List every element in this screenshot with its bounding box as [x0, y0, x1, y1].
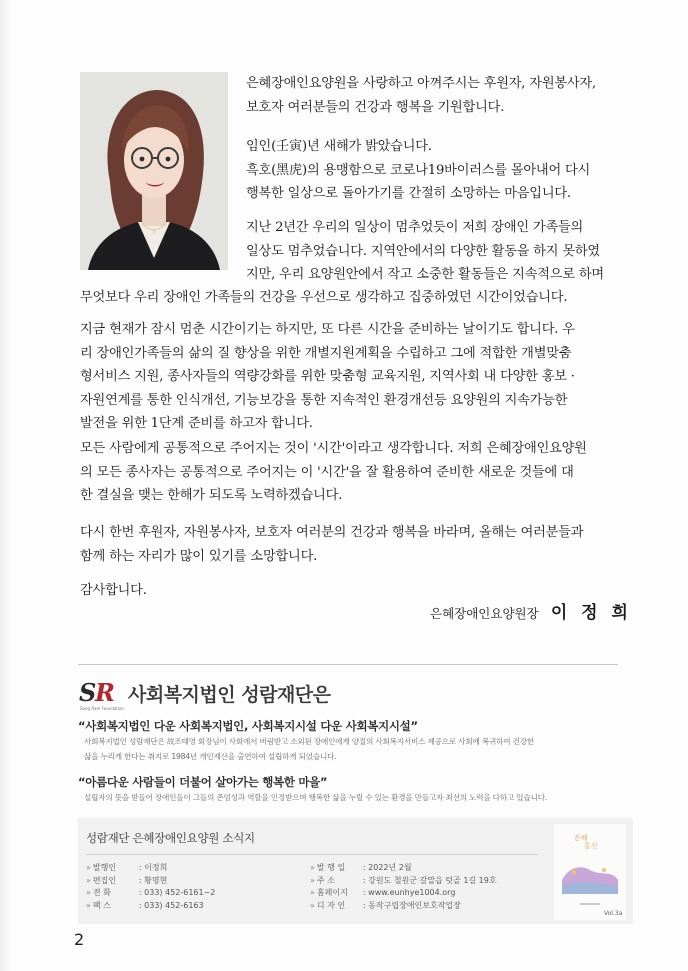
svg-text:S: S [79, 678, 97, 707]
signature-title: 은혜장애인요양원장 [430, 606, 539, 621]
director-portrait-photo [80, 72, 228, 270]
page-edge-shadow [0, 0, 10, 971]
letter-line: 보호자 여러분들의 건강과 행복을 기원합니다. [246, 99, 505, 115]
letter-line: 리 장애인가족들의 삶의 질 향상을 위한 개별지원계획을 수립하고 그에 적합한 개별맞춤 [80, 345, 572, 361]
newsletter-info-right [310, 862, 497, 912]
page-number: 2 [74, 930, 85, 949]
foundation-slogan-1: “사회복지법인 다운 사회복지법인, 사회복지시설 다운 사회복지시설” [78, 719, 418, 733]
letter-paragraph-thanks [80, 579, 147, 603]
portrait-illustration [80, 72, 228, 270]
foundation-logo-subtitle: Song Ram Foundation [80, 706, 124, 711]
letter-paragraph-plans [80, 318, 575, 436]
info-row-editor: » 편집인 : 황명현 [86, 875, 168, 885]
foundation-logo-icon [78, 678, 120, 708]
letter-line: 흑호(黑虎)의 용맹함으로 코로나19바이러스를 몰아내어 다시 [246, 162, 591, 178]
letter-line: 일상도 멈추었습니다. 지역안에서의 다양한 활동을 하지 못하였 [246, 243, 600, 259]
letter-line: 감사합니다. [80, 583, 147, 598]
letter-line: 임인(壬寅)년 새해가 밝았습니다. [246, 139, 432, 154]
newsletter-cover-thumbnail [554, 824, 626, 920]
info-row-publisher: » 발행인 : 이정희 [86, 863, 168, 872]
description-line: 설립자의 뜻을 받들어 장애인들이 그들의 존엄성과 역할을 인정받으며 행복한 삶을 누릴 수 있는 환경을 만들고자 최선의 노력을 다하고 있습니다. [84, 793, 548, 802]
info-row-address: » 주 소 : 강원도 철원군 갈말읍 텃골 1길 19호 [310, 875, 497, 885]
letter-line: 의 모든 종사자는 공통적으로 주어지는 이 '시간'을 잘 활용하여 준비한 새로운 것들에 대 [80, 464, 574, 480]
bullet-icon: » [86, 863, 91, 872]
signature [430, 598, 630, 623]
foundation-description-1 [84, 734, 638, 764]
foundation-section [78, 676, 638, 805]
description-line: 삶을 누리게 한다는 취지로 1984년 개인재산을 출연하여 설립하게 되었습니다. [84, 752, 337, 761]
newsletter-cover-illustration [554, 824, 626, 920]
info-row-fax: » 팩 스 : 033) 452-6163 [86, 900, 204, 910]
letter-line: 한 결실을 맺는 한해가 되도록 노력하겠습니다. [80, 488, 343, 503]
letter-line: 자원연계를 통한 인식개선, 기능보강을 통한 지속적인 환경개선등 요양원의 지속가능한 [80, 392, 568, 408]
bullet-icon: » [310, 875, 315, 885]
letter-paragraph-pandemic [246, 216, 604, 287]
info-row-phone: » 전 화 : 033) 452-6161~2 [86, 888, 216, 897]
letter-line: 지난 2년간 우리의 일상이 멈추었듯이 저희 장애인 가족들의 [246, 220, 584, 235]
letter-paragraph-greeting [246, 72, 596, 119]
letter-line: 은혜장애인요양원을 사랑하고 아껴주시는 후원자, 자원봉사자, [246, 76, 596, 91]
svg-text:통신: 통신 [584, 842, 598, 850]
bullet-icon: » [86, 900, 91, 910]
letter-paragraph-newyear [246, 135, 590, 206]
letter-paragraph-time [80, 437, 587, 508]
foundation-header [78, 676, 638, 710]
newsletter-info-left [86, 862, 215, 912]
letter-paragraph-closing [80, 521, 583, 568]
description-line: 사회복지법인 성람재단은 故조태영 회장님이 사회에서 버림받고 소외된 장애인에게 양질의 사회복지서비스 제공으로 사회에 복귀하여 건강한 [84, 737, 535, 746]
info-row-design: » 디 자 인 : 동작구립장애인보호작업장 [310, 900, 461, 910]
signature-name: 이 정 희 [550, 603, 632, 623]
newsletter-volume: Vol.3a [604, 910, 623, 917]
bullet-icon: » [86, 875, 91, 885]
letter-line: 다시 한번 후원자, 자원봉사자, 보호자 여러분의 건강과 행복을 바라며, 올해는 여러분들과 [80, 525, 584, 540]
letter-line: 무엇보다 우리 장애인 가족들의 건강을 우선으로 생각하고 집중하였던 시간이었습니다. [80, 290, 568, 305]
section-divider [78, 664, 618, 665]
letter-line-wrap [80, 286, 567, 310]
bullet-icon: » [310, 863, 315, 872]
svg-text:은혜: 은혜 [574, 834, 588, 842]
newsletter-divider [86, 854, 538, 855]
newsletter-info-box [78, 818, 633, 924]
letter-line: 형서비스 지원, 종사자들의 역량강화를 위한 맞춤형 교육지원, 지역사회 내 다양한 홍보 · [80, 369, 575, 384]
svg-text:R: R [95, 678, 115, 707]
letter-line: 행복한 일상으로 돌아가기를 간절히 소망하는 마음입니다. [246, 186, 571, 201]
letter-line: 지금 현재가 잠시 멈춘 시간이기는 하지만, 또 다른 시간을 준비하는 날이기도 합니다. 우 [80, 322, 575, 337]
foundation-slogan-2: “아름다운 사람들이 더불어 살아가는 행복한 마을” [78, 775, 328, 789]
foundation-name: 사회복지법인 성람재단은 [128, 683, 331, 706]
letter-line: 함께 하는 자리가 많이 있기를 소망합니다. [80, 548, 318, 564]
bullet-icon: » [310, 888, 315, 897]
foundation-description-2 [84, 790, 638, 805]
letter-line: 발전을 위한 1단계 준비를 하고자 합니다. [80, 416, 313, 431]
info-row-homepage[interactable]: » 홈페이지 : www.eunhye1004.org [310, 888, 456, 897]
letter-line: 모든 사람에게 공통적으로 주어지는 것이 '시간'이라고 생각합니다. 저희 은혜장애인요양원 [80, 441, 587, 456]
letter-line: 지만, 우리 요양원안에서 작고 소중한 활동들은 지속적으로 하며 [246, 267, 604, 282]
info-row-date: » 발 행 일 : 2022년 2월 [310, 863, 412, 872]
bullet-icon: » [86, 888, 91, 897]
bullet-icon: » [310, 900, 315, 910]
newsletter-title: 성람재단 은혜장애인요양원 소식지 [86, 831, 255, 845]
